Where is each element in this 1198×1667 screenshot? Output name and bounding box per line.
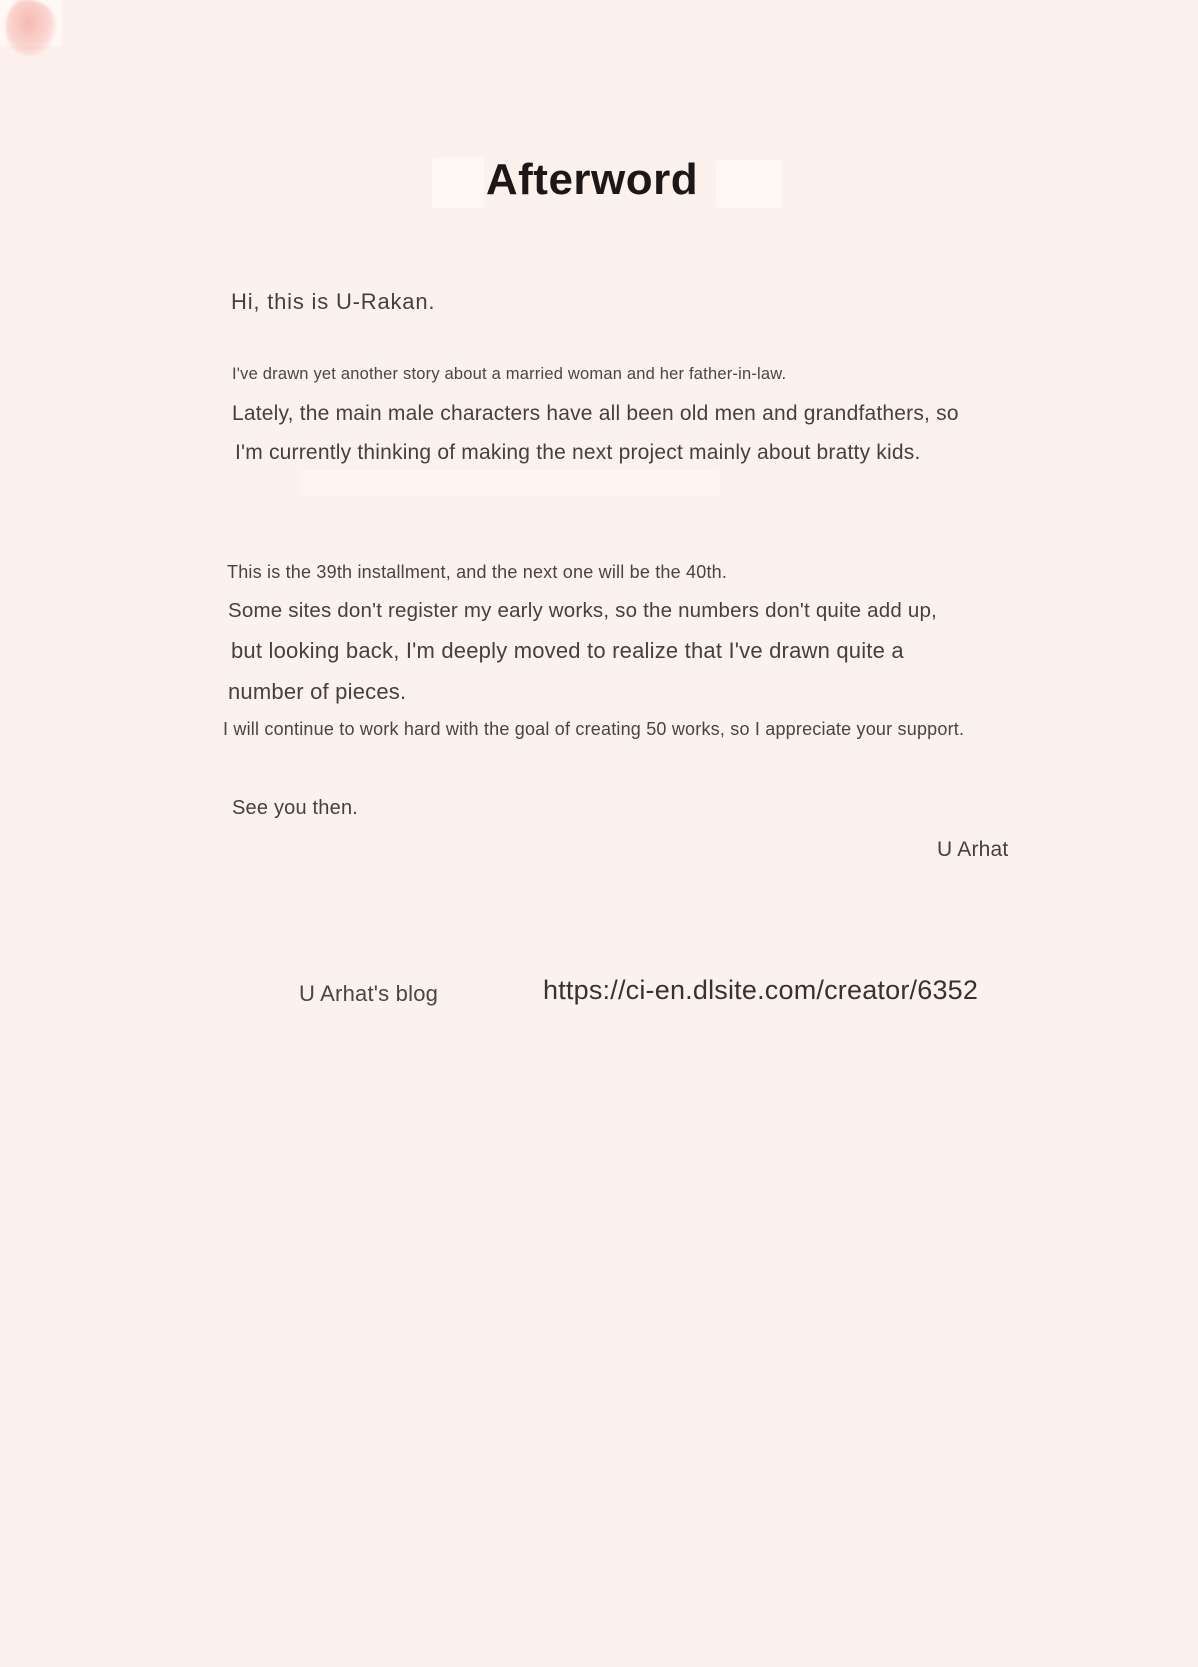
blog-url-text: https://ci-en.dlsite.com/creator/6352 [543,975,979,1005]
paragraph1-line3: I'm currently thinking of making the next project mainly about bratty kids. [235,441,921,464]
paragraph2-line3: but looking back, I'm deeply moved to realize that I've drawn quite a [231,638,904,663]
red-corner-mark [6,0,56,56]
page-title: Afterword [485,155,699,204]
paragraph2-line4: number of pieces. [228,679,407,704]
paragraph2-line1: This is the 39th installment, and the next one will be the 40th. [227,562,728,582]
signoff-text: See you then. [232,797,359,819]
overlay-patch [300,470,720,496]
paragraph1-line1: I've drawn yet another story about a married woman and her father-in-law. [232,365,787,383]
greeting-text: Hi, this is U-Rakan. [231,289,436,314]
paragraph2-line5: I will continue to work hard with the goal of creating 50 works, so I appreciate your support. [223,719,965,739]
signature: U Arhat [937,838,1009,861]
paragraph1-line2: Lately, the main male characters have all been old men and grandfathers, so [232,402,959,425]
paragraph2-line2: Some sites don't register my early works, so the numbers don't quite add up, [228,599,937,622]
blog-label: U Arhat's blog [299,981,439,1006]
